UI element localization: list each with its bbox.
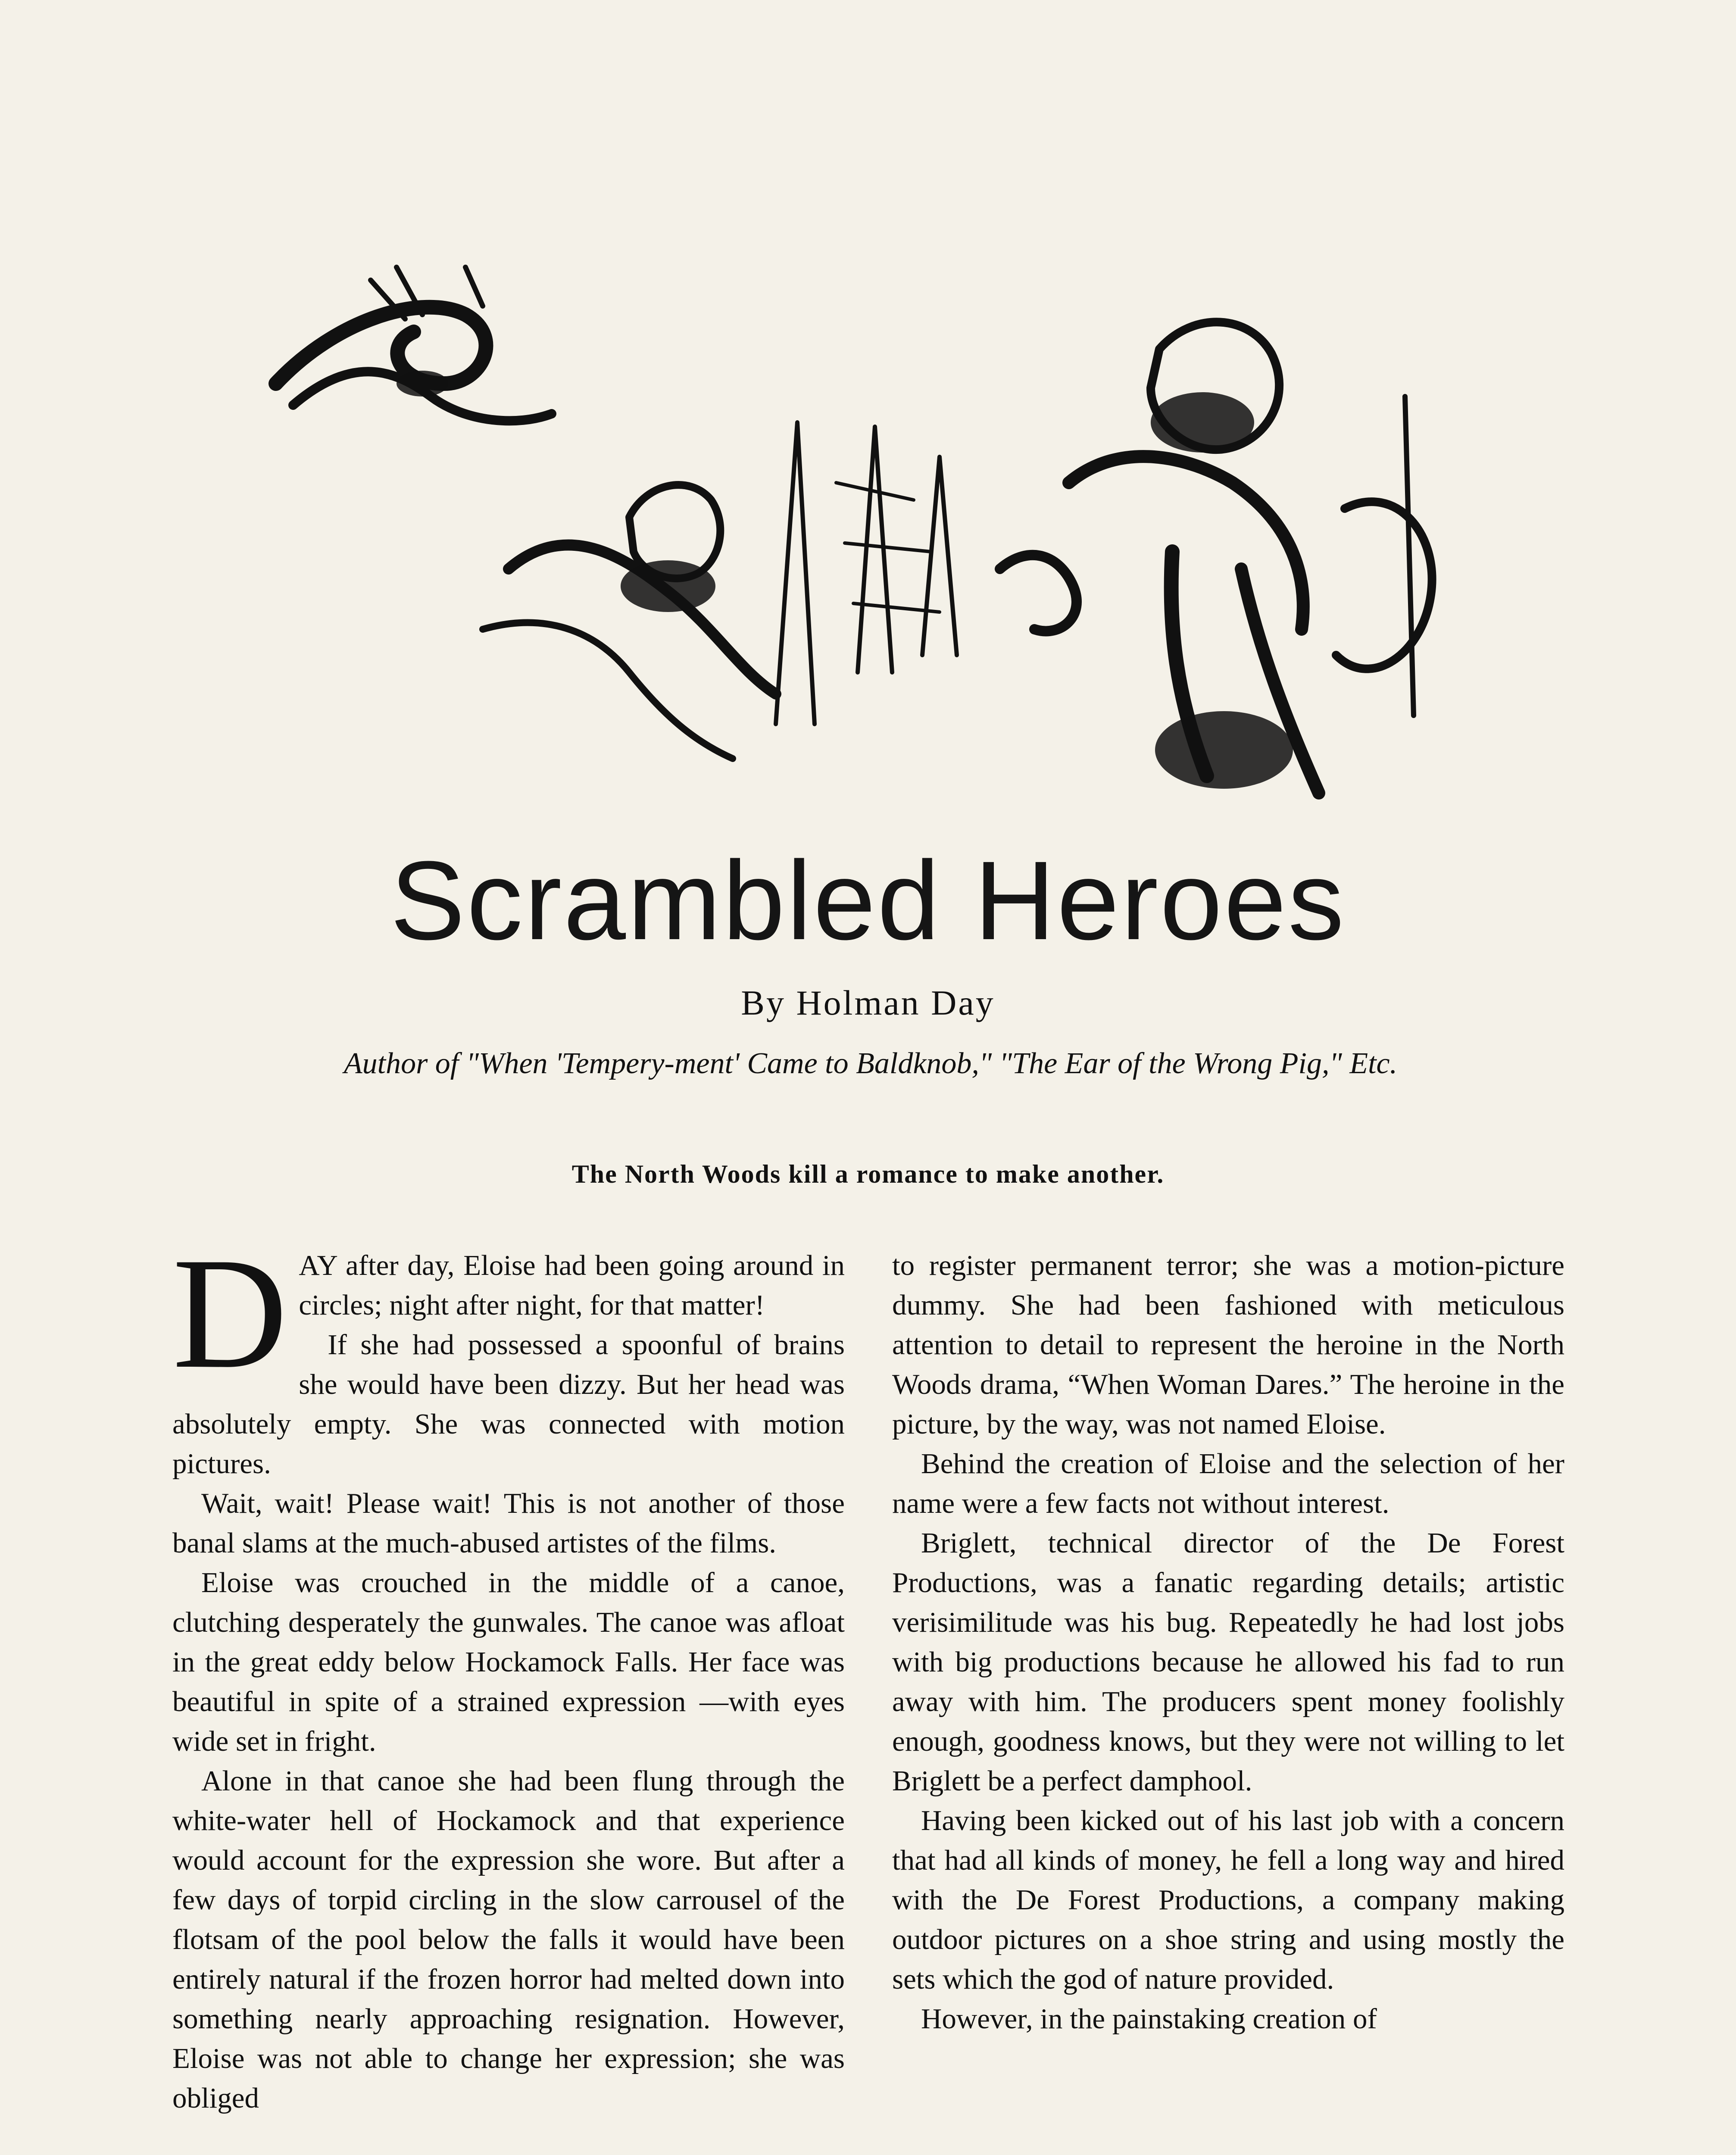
paragraph: Eloise was crouched in the middle of a canoe, clutching desperately the gunwales. The canoe was afloat in the great eddy below Hockamock Falls. Her face was beautiful in spite of a strained expression —with eyes wide set in fright. [172, 1567, 845, 1757]
pen-and-ink-woodsmen-drawing [241, 241, 1517, 810]
text-column-right [892, 1246, 1564, 2039]
paragraph: Briglett, technical director of the De Forest Productions, was a fanatic regarding details; artistic verisimilitude was his bug. Repeatedly he had lost jobs with big productions because he allowed his fad to run away with him. The producers spent money foolishly enough, goodness knows, but they were not willing to let Briglett be a perfect damphool. [892, 1527, 1564, 1797]
paragraph: Alone in that canoe she had been flung through the white-water hell of Hockamock and that experience would account for the expression she wore. But after a few days of torpid circling in the slow carrousel of the flotsam of the pool below the falls it would have been entirely natural if the frozen horror had melted down into something nearly approaching resignation. However, Eloise was not able to change her expression; she was obliged [172, 1765, 845, 2114]
paragraph: However, in the painstaking creation of [921, 2003, 1377, 2035]
paragraph: DAY after day, Eloise had been going around in circles; night after night, for that matter! [172, 1225, 845, 1402]
paragraph: to register permanent terror; she was a motion-picture dummy. She had been fashioned with meticulous attention to detail to represent the heroine in the North Woods drama, “When Woman Dares.” The heroine in the picture, by the way, was not named Eloise. [892, 1249, 1564, 1440]
paragraph: If she had possessed a spoonful of brains she would have been dizzy. But her head was absolutely empty. She was connected with motion pictures. [172, 1329, 845, 1480]
drop-cap: D [172, 1225, 288, 1402]
article-title: Scrambled Heroes [390, 838, 1346, 963]
paragraph: Having been kicked out of his last job with a concern that had all kinds of money, he fell a long way and hired with the De Forest Productions, a company making outdoor pictures on a shoe string and using mostly the sets which the god of nature provided. [892, 1805, 1564, 1995]
header-illustration [241, 241, 1517, 810]
article-byline: By Holman Day [741, 983, 995, 1022]
paragraph: Wait, wait! Please wait! This is not another of those banal slams at the much-abused artistes of the films. [172, 1487, 845, 1559]
author-credits: Author of "When 'Tempery-ment' Came to Baldknob," "The Ear of the Wrong Pig," Etc. [343, 1047, 1398, 1080]
article-subhead: The North Woods kill a romance to make another. [571, 1160, 1165, 1188]
text-column-left [172, 1225, 845, 2118]
paragraph: Behind the creation of Eloise and the selection of her name were a few facts not without interest. [892, 1448, 1564, 1519]
